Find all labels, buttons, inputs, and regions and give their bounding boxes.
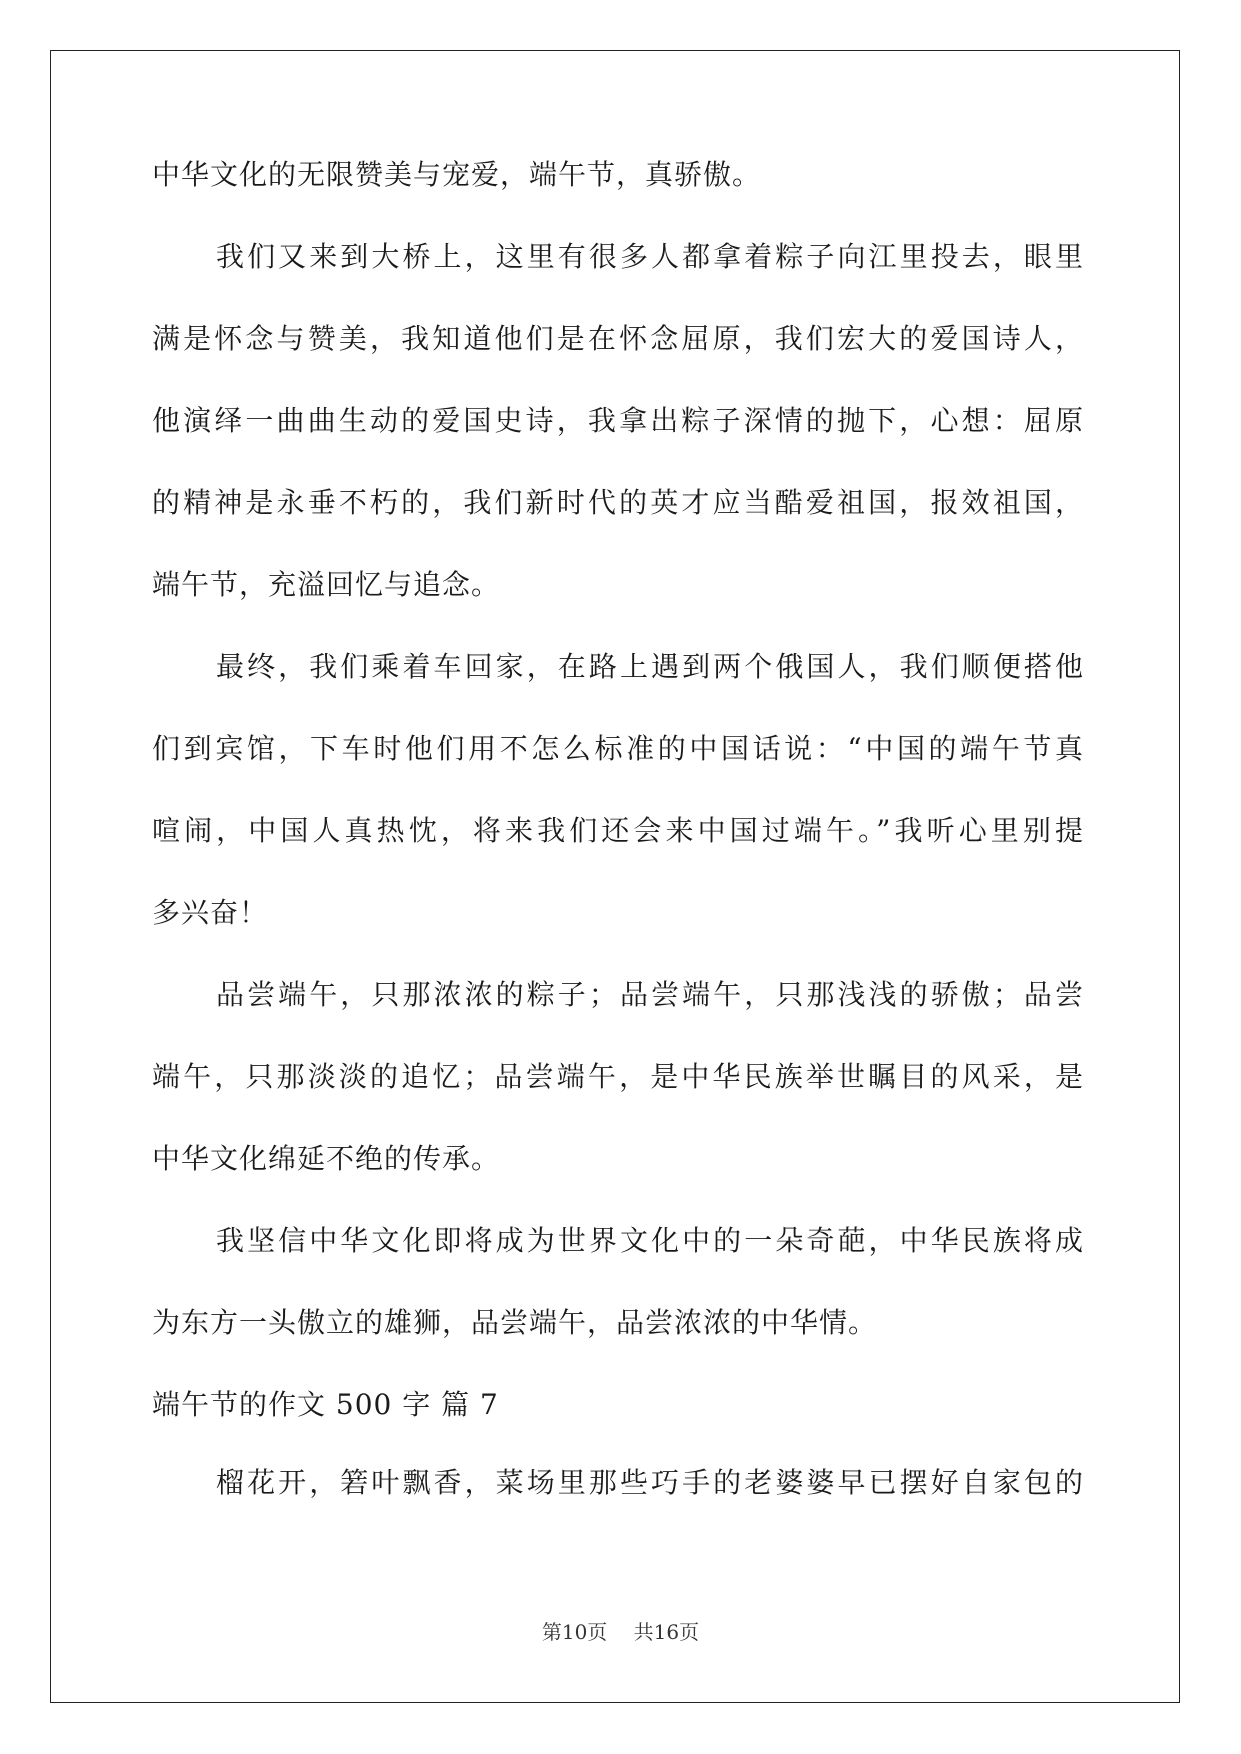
text-line: 我坚信中华文化即将成为世界文化中的一朵奇葩，中华民族将成 [216, 1224, 1084, 1257]
text-line: 喧闹，中国人真热忱，将来我们还会来中国过端午。”我听心里别提 [152, 814, 1084, 847]
text-line: 他演绎一曲曲生动的爱国史诗，我拿出粽子深情的抛下，心想：屈原 [152, 404, 1084, 437]
page-number: 第10页 [541, 1620, 608, 1644]
text-line: 满是怀念与赞美，我知道他们是在怀念屈原，我们宏大的爱国诗人， [152, 322, 1084, 355]
text-line: 端午，只那淡淡的追忆；品尝端午，是中华民族举世瞩目的风采，是 [152, 1060, 1084, 1093]
text-line: 最终，我们乘着车回家，在路上遇到两个俄国人，我们顺便搭他 [216, 650, 1084, 683]
text-line: 中华文化的无限赞美与宠爱，端午节，真骄傲。 [152, 158, 762, 191]
section-heading: 端午节的作文 500 字 篇 7 [152, 1388, 499, 1421]
text-line: 品尝端午，只那浓浓的粽子；品尝端午，只那浅浅的骄傲；品尝 [216, 978, 1084, 1011]
page-total: 共16页 [633, 1620, 700, 1644]
text-line: 多兴奋！ [152, 896, 269, 929]
text-line: 为东方一头傲立的雄狮，品尝端午，品尝浓浓的中华情。 [152, 1306, 878, 1339]
page-footer [0, 1616, 1241, 1645]
text-line: 端午节，充溢回忆与追念。 [152, 568, 501, 601]
text-line: 榴花开，箬叶飘香，菜场里那些巧手的老婆婆早已摆好自家包的 [216, 1466, 1084, 1499]
document-body [152, 155, 1084, 1545]
text-line: 我们又来到大桥上，这里有很多人都拿着粽子向江里投去，眼里 [216, 240, 1084, 273]
text-line: 中华文化绵延不绝的传承。 [152, 1142, 501, 1175]
text-line: 的精神是永垂不朽的，我们新时代的英才应当酷爱祖国，报效祖国， [152, 486, 1084, 519]
text-line: 们到宾馆，下车时他们用不怎么标准的中国话说：“中国的端午节真 [152, 732, 1084, 765]
